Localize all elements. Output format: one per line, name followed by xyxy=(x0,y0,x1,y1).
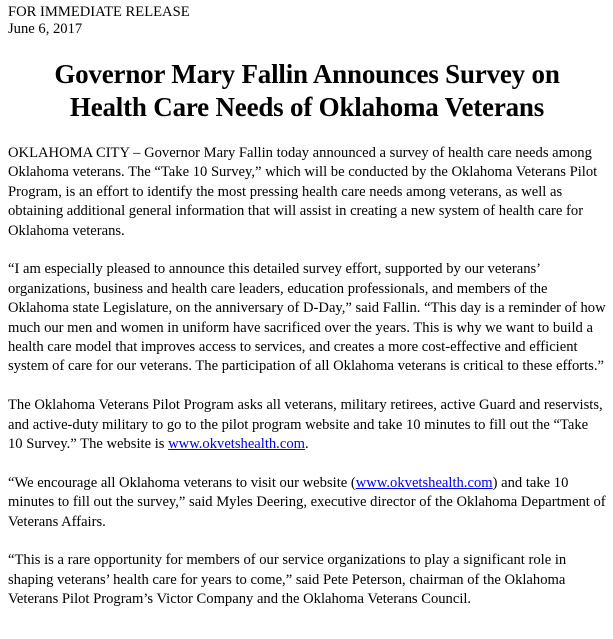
press-release xyxy=(8,4,606,610)
paragraph-text: . xyxy=(304,436,309,453)
release-date: June 6, 2017 xyxy=(8,21,83,37)
headline-line-1: Governor Mary Fallin Announces Survey on xyxy=(54,59,560,89)
headline xyxy=(8,58,606,124)
headline-line-2: Health Care Needs of Oklahoma Veterans xyxy=(69,92,545,122)
paragraph-text: ) and take 10 minutes to fill out the survey,” said Myles Deering, executive director of the Oklahoma Department of Veterans Affairs. xyxy=(8,474,606,530)
release-header xyxy=(8,4,606,38)
website-link[interactable]: www.okvetshealth.com xyxy=(168,436,305,453)
release-label: FOR IMMEDIATE RELEASE xyxy=(8,4,190,20)
website-link[interactable]: www.okvetshealth.com xyxy=(355,474,493,491)
paragraph-text: “We encourage all Oklahoma veterans to visit our website ( xyxy=(8,474,356,491)
paragraph-peterson-quote: “This is a rare opportunity for members of our service organizations to play a significant role in shaping veterans’ health care for years to come,” said Pete Peterson, chairman of the Oklahoma Veterans Pilot Program’s Victor Company and the Oklahoma Veterans Council. xyxy=(8,552,567,608)
paragraph-intro: OKLAHOMA CITY – Governor Mary Fallin today announced a survey of health care needs among Oklahoma veterans. The “Take 10 Survey,” which will be conducted by the Oklahoma Veterans Pilot Program, is an effort to identify the most pressing health care needs among veterans, as well as obtaining additional general information that will assist in creating a new system of health care for Oklahoma veterans. xyxy=(8,145,598,239)
paragraph-text: The Oklahoma Veterans Pilot Program asks all veterans, military retirees, active Guard and reservists, and active-duty military to go to the pilot program website and take 10 minutes to fill out the “Take 10 Survey.” The website is xyxy=(8,397,603,453)
paragraph-fallin-quote: “I am especially pleased to announce this detailed survey effort, supported by our veterans’ organizations, business and health care leaders, education professionals, and members of the Oklahoma state Legislature, on the anniversary of D-Day,” said Fallin. “This day is a reminder of how much our men and women in uniform have sacrificed over the years. This is why we want to build a health care model that improves access to services, and creates a more cost-effective and efficient system of care for our veterans. The participation of all Oklahoma veterans is critical to these efforts.” xyxy=(8,261,606,375)
paragraph-deering-quote xyxy=(8,474,606,532)
paragraph-program-ask xyxy=(8,396,606,454)
